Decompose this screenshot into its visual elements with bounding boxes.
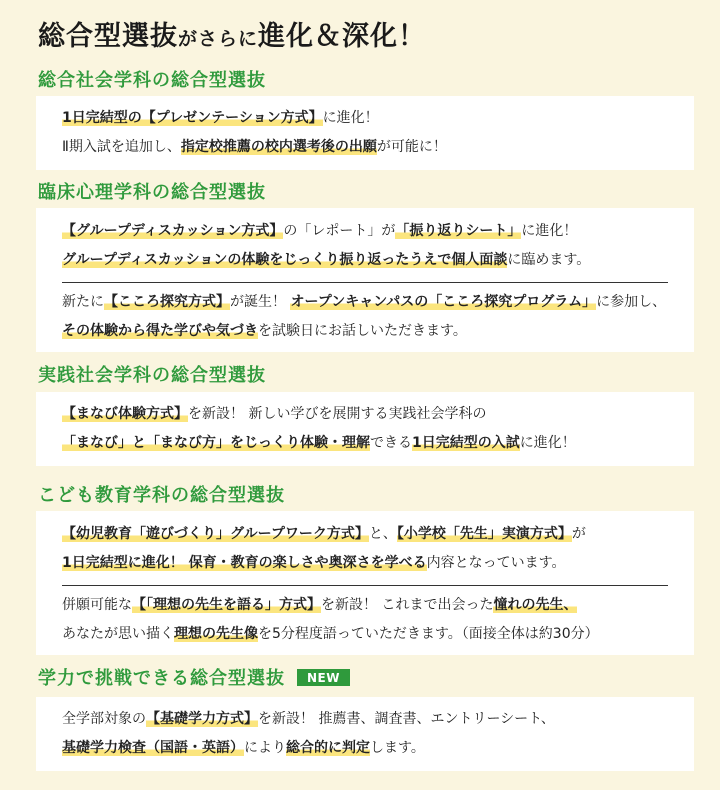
highlight-text: 憧れの先生、 xyxy=(493,597,578,613)
text-line xyxy=(62,217,668,246)
body-text: に参加し、 xyxy=(596,294,667,310)
body-text: 新たに xyxy=(62,294,104,310)
highlight-text: 1日完結型に進化！ 保育・教育の楽しさや奥深さを学べる xyxy=(62,555,427,571)
section-heading-rinsho-shinri: 臨床心理学科の総合型選抜 xyxy=(38,182,266,203)
section-box-sogo-shakai xyxy=(36,96,694,170)
highlight-text: 【まなび体験方式】 xyxy=(62,406,188,422)
highlight-text: 【小学校「先生」実演方式】 xyxy=(396,526,572,542)
highlight-text: 【幼児教育「遊びづくり」グループワーク方式】 xyxy=(62,526,369,542)
text-line xyxy=(62,400,668,429)
highlight-text: 【基礎学力方式】 xyxy=(146,711,258,727)
page-title xyxy=(38,14,426,53)
text-line xyxy=(62,133,668,162)
body-text: 併願可能な xyxy=(62,597,132,613)
text-line xyxy=(62,429,668,458)
highlight-text: 【「理想の先生を語る」方式】 xyxy=(132,597,321,613)
body-text: 内容となっています。 xyxy=(426,555,566,571)
text-line xyxy=(62,104,668,133)
body-text: を5分程度語っていただきます。（面接全体は約30分） xyxy=(258,626,599,642)
text-line xyxy=(62,620,668,649)
highlight-text: その体験から得た学びや気づき xyxy=(62,323,258,339)
body-text: に進化！ xyxy=(322,110,379,126)
body-text: に進化！ xyxy=(521,223,578,239)
section-box-jissen-shakai xyxy=(36,392,694,466)
body-text: に進化！ xyxy=(519,435,576,451)
body-text: を新設！ 推薦書、調査書、エントリーシート、 xyxy=(258,711,555,727)
body-text: あなたが思い描く xyxy=(62,626,174,642)
highlight-text: 理想の先生像 xyxy=(174,626,258,642)
highlight-text: 基礎学力検査（国語・英語） xyxy=(62,740,244,756)
body-text: と、 xyxy=(368,526,397,542)
block-divider xyxy=(62,585,668,586)
body-text: を新設！ 新しい学びを展開する実践社会学科の xyxy=(188,406,487,422)
text-line xyxy=(62,549,668,578)
text-line xyxy=(62,705,668,734)
highlight-text: 総合的に判定 xyxy=(286,740,370,756)
body-text: が誕生！ xyxy=(230,294,291,310)
text-line xyxy=(62,520,668,549)
section-heading-sogo-shakai: 総合社会学科の総合型選抜 xyxy=(38,70,266,91)
body-text: に臨めます。 xyxy=(507,252,591,268)
section-box-kodomo-kyoiku xyxy=(36,511,694,655)
highlight-text: 指定校推薦の校内選考後の出願 xyxy=(180,139,377,155)
highlight-text: 1日完結型の入試 xyxy=(412,435,520,451)
text-line xyxy=(62,734,668,763)
section-box-gakuryoku xyxy=(36,697,694,771)
body-text: できる xyxy=(370,435,412,451)
section-heading-jissen-shakai: 実践社会学科の総合型選抜 xyxy=(38,365,266,386)
body-text: します。 xyxy=(370,740,425,756)
highlight-text: 【こころ探究方式】 xyxy=(104,294,230,310)
highlight-text: 「まなび」と「まなび方」をじっくり体験・理解 xyxy=(62,435,370,451)
text-line xyxy=(62,288,668,317)
text-line xyxy=(62,246,668,275)
highlight-text: 「振り返りシート」 xyxy=(395,223,522,239)
highlight-text: グループディスカッションの体験をじっくり振り返ったうえで個人面談 xyxy=(62,252,508,268)
title-end: 進化＆深化！ xyxy=(258,21,427,52)
section-heading-kodomo-kyoiku: こども教育学科の総合型選抜 xyxy=(38,485,285,506)
body-text: を試験日にお話しいただきます。 xyxy=(258,323,467,339)
body-text: を新設！ これまで出会った xyxy=(321,597,494,613)
title-main: 総合型選抜 xyxy=(38,21,178,52)
title-connector: がさらに xyxy=(178,28,259,50)
body-text: が xyxy=(571,526,586,542)
section-box-rinsho-shinri xyxy=(36,208,694,352)
body-text: 全学部対象の xyxy=(62,711,146,727)
highlight-text: オープンキャンパスの「こころ探究プログラム」 xyxy=(290,294,597,310)
highlight-text: 【グループディスカッション方式】 xyxy=(62,223,284,239)
text-line xyxy=(62,317,668,346)
text-line xyxy=(62,591,668,620)
section-heading-gakuryoku: 学力で挑戦できる総合型選抜 NEW xyxy=(38,664,350,690)
body-text: が可能に！ xyxy=(376,139,447,155)
body-text: Ⅱ期入試を追加し、 xyxy=(62,139,181,155)
body-text: の「レポート」が xyxy=(283,223,396,239)
block-divider xyxy=(62,282,668,283)
highlight-text: 1日完結型の【プレゼンテーション方式】 xyxy=(62,110,323,126)
body-text: により xyxy=(244,740,286,756)
new-badge: NEW xyxy=(297,669,350,686)
